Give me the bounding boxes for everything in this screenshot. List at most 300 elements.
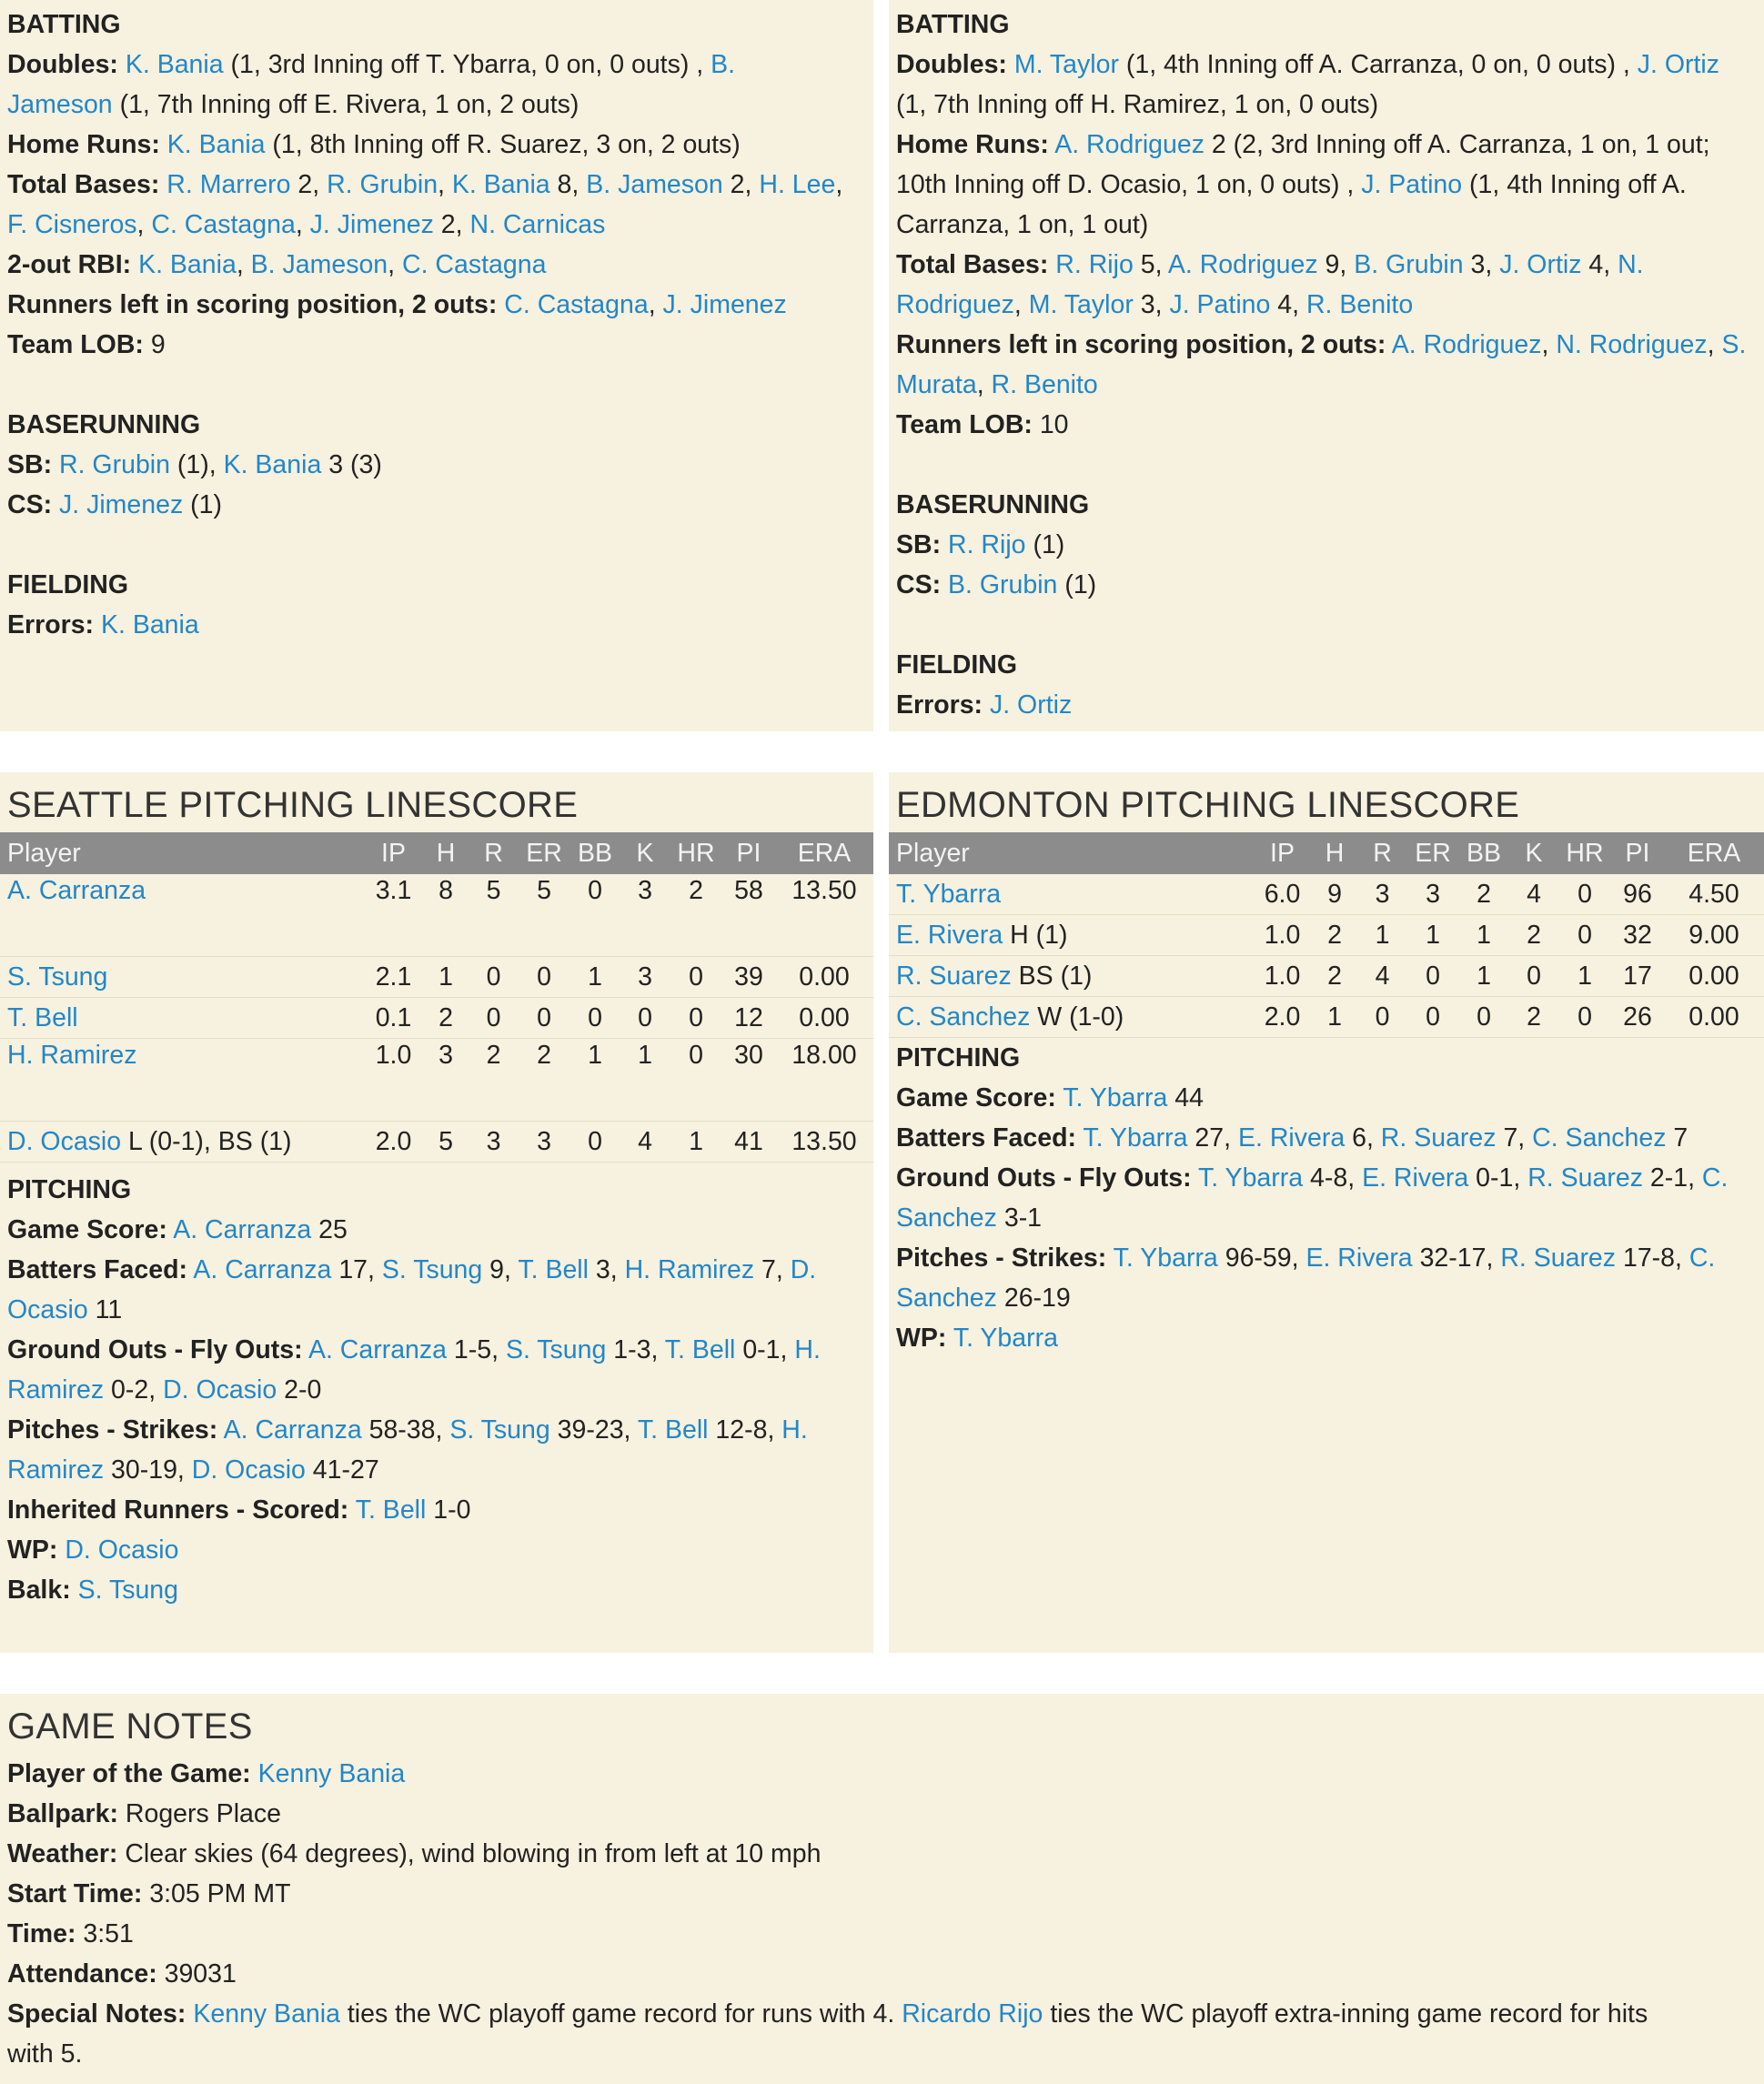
total-bases-detail: , — [835, 170, 843, 199]
errors-line — [0, 605, 873, 645]
player-link[interactable]: K. Bania — [100, 610, 199, 639]
stat-value: 2-1, — [1642, 1163, 1702, 1193]
player-link[interactable]: N. Carnicas — [469, 210, 606, 239]
stat-cell: 18.00 — [775, 1039, 873, 1122]
stat-cell: 0 — [1558, 874, 1611, 915]
table-header-row — [0, 832, 873, 874]
stat-cell: 12 — [722, 998, 775, 1039]
weather-line — [0, 1834, 1764, 1874]
batting-header: BATTING — [896, 10, 1010, 39]
player-link[interactable]: R. Suarez — [896, 961, 1012, 991]
cs-detail: (1) — [183, 490, 222, 519]
player-link[interactable]: T. Bell — [664, 1335, 736, 1364]
column-header[interactable]: H — [1312, 832, 1357, 874]
column-header[interactable]: ERA — [1664, 832, 1764, 874]
wp-line — [889, 1318, 1764, 1358]
player-link[interactable]: R. Marrero — [166, 170, 291, 199]
cs-label: CS: — [896, 570, 942, 599]
start-time-label: Start Time: — [7, 1879, 143, 1908]
risp-label: Runners left in scoring position, 2 outs: — [7, 290, 498, 319]
stat-value: 0-2, — [104, 1375, 164, 1404]
stat-cell: 1 — [1458, 915, 1509, 956]
stat-cell: 0 — [670, 957, 722, 998]
sb-line — [889, 525, 1764, 565]
player-link[interactable]: C. — [1688, 1243, 1716, 1273]
player-link[interactable]: A. Carranza — [307, 1335, 447, 1364]
total-bases-detail: , — [295, 210, 310, 239]
total-bases-detail: 8, — [549, 170, 587, 199]
spacer — [0, 525, 873, 565]
inherited-runners-label: Inherited Runners - Scored: — [7, 1495, 349, 1525]
time-line — [0, 1914, 1764, 1954]
player-link[interactable]: D. Ocasio — [65, 1535, 179, 1565]
go-fo-line-cont — [889, 1198, 1764, 1238]
player-link[interactable]: D. — [790, 1255, 817, 1284]
player-link[interactable]: A. Carranza — [193, 1255, 332, 1284]
doubles-detail: (1, 7th Inning off E. Rivera, 1 on, 2 outs) — [112, 90, 580, 119]
player-cell — [0, 1039, 364, 1122]
player-link[interactable]: Sanchez — [896, 1203, 997, 1233]
stat-value: 0-1, — [1468, 1163, 1528, 1193]
stat-cell: 4 — [1357, 956, 1407, 997]
player-link[interactable]: S. Tsung — [7, 961, 108, 992]
special-notes-label: Special Notes: — [7, 1999, 186, 2029]
stat-cell: 2 — [423, 998, 469, 1039]
total-bases-label: Total Bases: — [896, 250, 1049, 279]
stat-cell: 30 — [722, 1039, 775, 1122]
column-header[interactable]: PI — [1611, 832, 1664, 874]
sb-label: SB: — [896, 530, 942, 559]
stat-cell: 9 — [1312, 874, 1357, 915]
player-link[interactable]: J. Ortiz — [1499, 250, 1582, 279]
column-header[interactable]: BB — [1458, 832, 1509, 874]
player-link[interactable]: J. Ortiz — [1637, 50, 1719, 79]
player-link[interactable]: K. Bania — [125, 50, 224, 79]
player-link[interactable]: Kenny Bania — [193, 1999, 340, 2029]
attendance-value: 39031 — [156, 1959, 237, 1988]
player-link[interactable]: T. Bell — [637, 1415, 709, 1445]
pitching-table — [889, 832, 1764, 1038]
player-link[interactable]: K. Bania — [166, 130, 266, 159]
game-score-label: Game Score: — [7, 1215, 167, 1244]
decision: L (0-1), BS (1) — [121, 1126, 292, 1156]
stat-cell: 1 — [570, 957, 620, 998]
column-header[interactable]: ERA — [775, 832, 873, 874]
player-link[interactable]: F. Cisneros — [7, 210, 137, 239]
risp-sep: , — [976, 370, 992, 399]
player-link[interactable]: T. Ybarra — [1083, 1123, 1188, 1153]
player-link[interactable]: K. Bania — [451, 170, 550, 199]
player-link[interactable]: H. Ramirez — [7, 1041, 137, 1070]
stat-cell: 0 — [469, 998, 519, 1039]
player-link[interactable]: H. — [781, 1415, 808, 1445]
player-link[interactable]: A. Rodriguez — [1391, 330, 1542, 359]
rbi-label: 2-out RBI: — [7, 250, 132, 279]
game-score-label: Game Score: — [896, 1083, 1056, 1112]
player-cell — [0, 874, 364, 957]
player-link[interactable]: J. Jimenez — [59, 490, 184, 519]
home-runs-detail: 2 (2, 3rd Inning off A. Carranza, 1 on, 1 out; — [1204, 130, 1710, 159]
baserunning-header: BASERUNNING — [896, 490, 1090, 519]
table-row — [0, 1122, 873, 1163]
player-link[interactable]: T. Ybarra — [896, 879, 1002, 909]
stat-value: 11 — [87, 1295, 123, 1324]
stat-cell: 0.00 — [775, 957, 873, 998]
sb-detail: (1) — [1025, 530, 1065, 559]
player-link[interactable]: C. Castagna — [402, 250, 547, 279]
stat-cell: 13.50 — [775, 1122, 873, 1163]
home-runs-line-cont: Carranza, 1 on, 1 out) — [896, 210, 1149, 239]
player-link[interactable]: D. Ocasio — [7, 1126, 122, 1156]
stat-cell: 0.00 — [1664, 997, 1764, 1038]
stat-cell: 4 — [1509, 874, 1558, 915]
stat-cell: 3 — [1407, 874, 1458, 915]
stat-cell: 13.50 — [775, 874, 873, 957]
seattle-pitching-panel — [0, 772, 873, 1653]
stat-cell: 2 — [1312, 956, 1357, 997]
stat-cell: 3 — [423, 1039, 469, 1122]
column-header[interactable]: K — [1509, 832, 1558, 874]
player-link[interactable]: A. Rodriguez — [1054, 130, 1205, 159]
column-header[interactable]: H — [423, 832, 469, 874]
wp-line — [0, 1530, 873, 1570]
stat-cell: 0 — [620, 998, 670, 1039]
player-link[interactable]: R. Benito — [1305, 290, 1414, 319]
player-link[interactable]: E. Rivera — [896, 920, 1003, 950]
lob-value: 9 — [143, 330, 166, 359]
player-link[interactable]: E. Rivera — [1305, 1243, 1413, 1273]
game-score-line — [0, 1210, 873, 1250]
player-link[interactable]: M. Taylor — [1028, 290, 1134, 319]
weather-label: Weather: — [7, 1839, 118, 1868]
stat-value: 27, — [1187, 1123, 1238, 1153]
seattle-batting-panel — [0, 0, 873, 731]
player-link[interactable]: C. — [1701, 1163, 1729, 1193]
player-link[interactable]: R. Grubin — [59, 450, 170, 479]
player-link[interactable]: S. Tsung — [505, 1335, 607, 1364]
player-link[interactable]: J. Patino — [1361, 170, 1463, 199]
stat-cell: 0.00 — [1664, 956, 1764, 997]
player-link[interactable]: Sanchez — [896, 1284, 997, 1313]
player-link[interactable]: T. Ybarra — [1197, 1163, 1304, 1193]
player-link[interactable]: B. Jameson — [586, 170, 723, 199]
ballpark-line — [0, 1794, 1764, 1834]
spacer — [889, 445, 1764, 485]
player-link[interactable]: C. Castagna — [151, 210, 296, 239]
player-of-game-line — [0, 1754, 1764, 1794]
column-header[interactable]: Player — [0, 832, 364, 874]
column-header[interactable]: IP — [1253, 832, 1312, 874]
decision: W (1-0) — [1030, 1002, 1124, 1032]
sb-line — [0, 445, 873, 485]
doubles-detail: (1, 3rd Inning off T. Ybarra, 0 on, 0 outs) , — [223, 50, 711, 79]
rbi-line — [0, 245, 873, 285]
decision: BS (1) — [1011, 961, 1093, 991]
player-link[interactable]: A. Carranza — [223, 1415, 362, 1445]
stat-cell: 2 — [1509, 915, 1558, 956]
player-link[interactable]: Ramirez — [7, 1375, 105, 1404]
player-link[interactable]: S. Tsung — [381, 1255, 483, 1284]
table-row — [889, 874, 1764, 915]
player-link[interactable]: R. Grubin — [327, 170, 438, 199]
stat-value: 1-3, — [606, 1335, 665, 1364]
player-link[interactable]: J. Jimenez — [309, 210, 434, 239]
risp-sep: , — [1541, 330, 1557, 359]
player-link[interactable]: M. Taylor — [1013, 50, 1119, 79]
player-link[interactable]: Jameson — [7, 90, 113, 119]
balk-label: Balk: — [7, 1576, 71, 1605]
errors-label: Errors: — [7, 610, 95, 639]
lob-label: Team LOB: — [7, 330, 144, 359]
stat-value: 17-8, — [1616, 1243, 1689, 1273]
stat-cell: 5 — [423, 1122, 469, 1163]
player-link[interactable]: D. Ocasio — [163, 1375, 277, 1404]
player-link[interactable]: T. Bell — [355, 1495, 427, 1525]
stat-value: 3, — [588, 1255, 625, 1284]
column-header[interactable]: Player — [889, 832, 1253, 874]
player-link[interactable]: N. — [1618, 250, 1644, 279]
cs-line — [0, 485, 873, 525]
stat-value: 1-0 — [426, 1495, 471, 1525]
total-bases-detail: 9, — [1317, 250, 1355, 279]
player-cell — [0, 998, 364, 1039]
home-runs-line — [0, 125, 873, 165]
player-link[interactable]: B. Jameson — [250, 250, 388, 279]
lob-line — [889, 405, 1764, 445]
stat-value: 39-23, — [549, 1415, 638, 1445]
player-cell — [0, 1122, 364, 1163]
lob-value: 10 — [1032, 410, 1069, 439]
player-link[interactable]: N. Rodriguez — [1556, 330, 1708, 359]
home-runs-line — [889, 125, 1764, 165]
table-row — [889, 915, 1764, 956]
stat-cell: 4.50 — [1664, 874, 1764, 915]
column-header[interactable]: ER — [1407, 832, 1458, 874]
batters-faced-line — [0, 1250, 873, 1290]
stat-cell: 17 — [1611, 956, 1664, 997]
stat-cell: 0 — [519, 998, 570, 1039]
stat-value: 7, — [1496, 1123, 1533, 1153]
player-link[interactable]: A. Carranza — [173, 1215, 312, 1244]
player-link[interactable]: B. Grubin — [948, 570, 1058, 599]
stat-cell: 0 — [670, 998, 722, 1039]
stat-cell: 1 — [1458, 956, 1509, 997]
player-link[interactable]: Ramirez — [7, 1455, 105, 1485]
stat-cell: 0 — [670, 1039, 722, 1122]
column-header[interactable]: K — [620, 832, 670, 874]
player-link[interactable]: T. Ybarra — [1063, 1083, 1168, 1112]
player-link[interactable]: R. Rijo — [948, 530, 1026, 559]
column-header[interactable]: BB — [570, 832, 620, 874]
stat-cell: 32 — [1611, 915, 1664, 956]
player-link[interactable]: Ricardo Rijo — [902, 1999, 1043, 2029]
home-runs-label: Home Runs: — [896, 130, 1049, 159]
table-row — [889, 956, 1764, 997]
section-title: EDMONTON PITCHING LINESCORE — [896, 785, 1520, 825]
player-link[interactable]: C. Sanchez — [896, 1002, 1031, 1032]
pitching-header: PITCHING — [7, 1175, 132, 1204]
go-fo-line-cont — [0, 1370, 873, 1410]
player-link[interactable]: H. Lee — [759, 170, 836, 199]
player-link[interactable]: K. Bania — [138, 250, 237, 279]
stat-cell: 2 — [670, 874, 722, 957]
stat-cell: 2 — [469, 1039, 519, 1122]
spacer — [889, 605, 1764, 645]
player-link[interactable]: H. Ramirez — [624, 1255, 755, 1284]
go-fo-label: Ground Outs - Fly Outs: — [7, 1335, 303, 1364]
player-link[interactable]: E. Rivera — [1362, 1163, 1469, 1193]
section-title: GAME NOTES — [7, 1706, 253, 1747]
player-link[interactable]: S. Tsung — [449, 1415, 550, 1445]
weather-value: Clear skies (64 degrees), wind blowing in from left at 10 mph — [117, 1839, 822, 1868]
player-link[interactable]: E. Rivera — [1237, 1123, 1346, 1153]
stat-value: 4-8, — [1303, 1163, 1363, 1193]
batters-faced-label: Batters Faced: — [7, 1255, 187, 1284]
player-link[interactable]: S. Tsung — [77, 1576, 179, 1605]
player-link[interactable]: K. Bania — [223, 450, 322, 479]
player-link[interactable]: D. Ocasio — [191, 1455, 306, 1485]
stat-cell: 4 — [620, 1122, 670, 1163]
player-link[interactable]: T. Ybarra — [1113, 1243, 1218, 1273]
column-header[interactable]: IP — [364, 832, 423, 874]
player-link[interactable]: T. Bell — [518, 1255, 589, 1284]
pitches-strikes-label: Pitches - Strikes: — [896, 1243, 1107, 1273]
stat-value: 58-38, — [361, 1415, 450, 1445]
batters-faced-label: Batters Faced: — [896, 1123, 1076, 1153]
player-link[interactable]: Rodriguez — [896, 290, 1014, 319]
start-time-value: 3:05 PM MT — [142, 1879, 291, 1908]
table-row — [0, 998, 873, 1039]
stat-cell: 0 — [570, 1122, 620, 1163]
player-link[interactable]: J. Jimenez — [662, 290, 787, 319]
time-label: Time: — [7, 1919, 76, 1948]
player-link[interactable]: B. — [711, 50, 736, 79]
player-link[interactable]: S. — [1721, 330, 1747, 359]
stat-cell: 0 — [570, 998, 620, 1039]
errors-line — [889, 685, 1764, 725]
stat-cell: 39 — [722, 957, 775, 998]
doubles-label: Doubles: — [7, 50, 118, 79]
player-link[interactable]: T. Bell — [7, 1002, 78, 1032]
total-bases-detail: 2, — [433, 210, 470, 239]
stat-value: 41-27 — [305, 1455, 379, 1485]
cs-line — [889, 565, 1764, 605]
risp-sep: , — [648, 290, 663, 319]
home-runs-detail: (1, 8th Inning off R. Suarez, 3 on, 2 outs) — [265, 130, 741, 159]
game-score-line — [889, 1078, 1764, 1118]
stat-cell: 3 — [620, 874, 670, 957]
stat-cell: 0 — [1558, 997, 1611, 1038]
sb-detail: 3 (3) — [321, 450, 382, 479]
stat-cell: 0 — [1357, 997, 1407, 1038]
pitches-strikes-line-cont — [889, 1278, 1764, 1318]
stat-value: 2-0 — [277, 1375, 322, 1404]
player-link[interactable]: Kenny Bania — [257, 1759, 406, 1788]
total-bases-detail: 3, — [1133, 290, 1170, 319]
doubles-line — [889, 45, 1764, 85]
table-header-row — [889, 832, 1764, 874]
stat-cell: 3 — [1357, 874, 1407, 915]
player-link[interactable]: J. Ortiz — [989, 690, 1073, 720]
player-link[interactable]: Murata — [896, 370, 977, 399]
stat-cell: 6.0 — [1253, 874, 1312, 915]
stat-cell: 2.0 — [1253, 997, 1312, 1038]
player-link[interactable]: R. Suarez — [1380, 1123, 1497, 1153]
stat-cell: 0 — [570, 874, 620, 957]
game-notes-panel — [0, 1694, 1764, 2084]
player-link[interactable]: J. Patino — [1169, 290, 1271, 319]
stat-cell: 1 — [620, 1039, 670, 1122]
player-link[interactable]: R. Benito — [991, 370, 1098, 399]
player-link[interactable]: R. Suarez — [1500, 1243, 1617, 1273]
total-bases-detail: 5, — [1133, 250, 1168, 279]
column-header[interactable]: ER — [519, 832, 570, 874]
column-header[interactable]: R — [469, 832, 519, 874]
stat-cell: 5 — [519, 874, 570, 957]
pitching-table — [0, 832, 873, 1163]
wp-label: WP: — [7, 1535, 58, 1565]
player-link[interactable]: B. Grubin — [1354, 250, 1464, 279]
stat-cell: 0 — [1558, 915, 1611, 956]
column-header[interactable]: HR — [670, 832, 722, 874]
potg-label: Player of the Game: — [7, 1759, 251, 1788]
stat-cell: 2.0 — [364, 1122, 423, 1163]
stat-cell: 3 — [519, 1122, 570, 1163]
player-cell — [889, 874, 1253, 915]
stat-cell: 0.00 — [775, 998, 873, 1039]
cs-label: CS: — [7, 490, 53, 519]
stat-cell: 1 — [1407, 915, 1458, 956]
risp-line — [889, 325, 1764, 365]
stat-value: 0-1, — [735, 1335, 795, 1364]
game-score-value: 25 — [311, 1215, 348, 1244]
stat-cell: 3 — [620, 957, 670, 998]
stat-cell: 1 — [1312, 997, 1357, 1038]
fielding-header: FIELDING — [7, 570, 128, 599]
column-header[interactable]: HR — [1558, 832, 1611, 874]
spacer — [0, 365, 873, 405]
player-link[interactable]: A. Rodriguez — [1167, 250, 1318, 279]
stat-value: 12-8, — [708, 1415, 782, 1445]
table-row — [0, 1039, 873, 1122]
go-fo-line — [889, 1158, 1764, 1198]
player-link[interactable]: R. Suarez — [1527, 1163, 1643, 1193]
player-link[interactable]: C. Sanchez — [1532, 1123, 1667, 1153]
column-header[interactable]: PI — [722, 832, 775, 874]
column-header[interactable]: R — [1357, 832, 1407, 874]
player-link[interactable]: Ocasio — [7, 1295, 88, 1324]
home-runs-line-cont — [889, 165, 1764, 205]
total-bases-detail: 3, — [1463, 250, 1500, 279]
player-link[interactable]: H. — [794, 1335, 821, 1364]
stat-cell: 1 — [670, 1122, 722, 1163]
stat-cell: 0 — [1458, 997, 1509, 1038]
player-link[interactable]: C. Castagna — [504, 290, 649, 319]
rbi-sep: , — [236, 250, 251, 279]
total-bases-detail: 4, — [1270, 290, 1306, 319]
player-link[interactable]: A. Carranza — [7, 876, 146, 905]
rbi-sep: , — [388, 250, 402, 279]
sb-label: SB: — [7, 450, 53, 479]
player-link[interactable]: R. Rijo — [1055, 250, 1134, 279]
player-link[interactable]: T. Ybarra — [953, 1324, 1058, 1353]
table-row — [889, 997, 1764, 1038]
pitches-strikes-line-cont — [0, 1450, 873, 1490]
stat-cell: 1 — [1558, 956, 1611, 997]
stat-cell: 2 — [1458, 874, 1509, 915]
stat-value: 7, — [754, 1255, 791, 1284]
stat-cell: 8 — [423, 874, 469, 957]
